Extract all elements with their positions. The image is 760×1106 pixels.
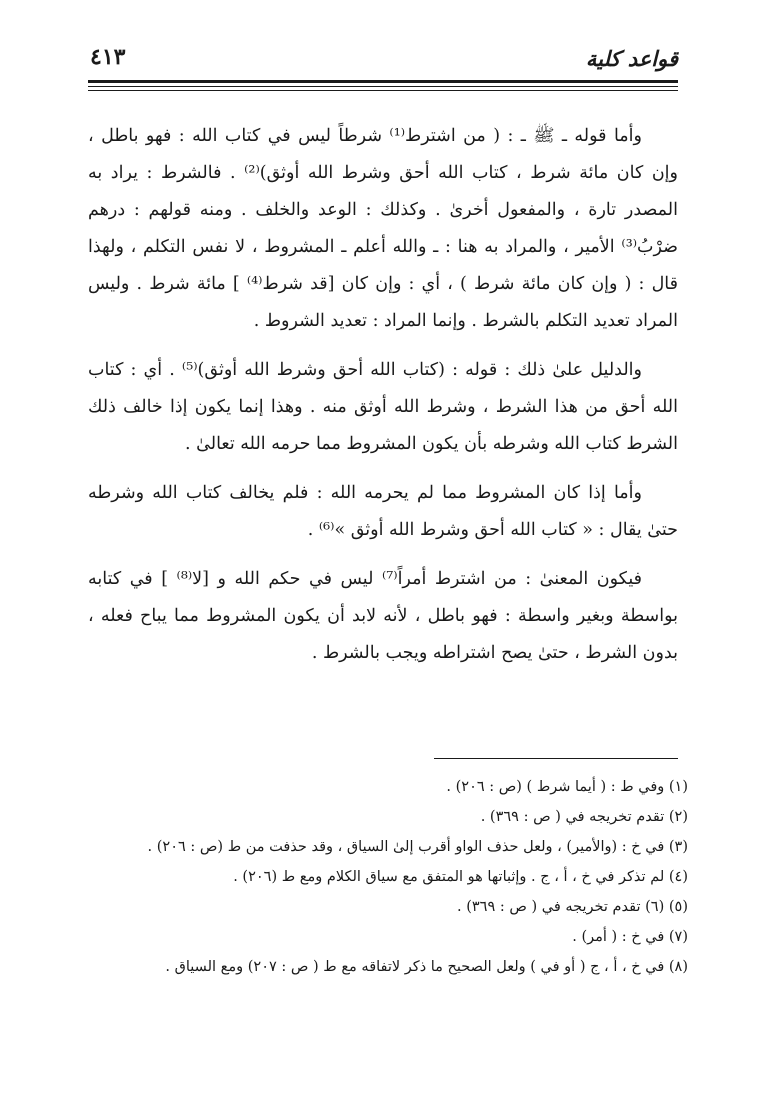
header-rule-thin (88, 86, 678, 87)
header-rule-thick (88, 80, 678, 83)
main-text (88, 118, 678, 684)
paragraph: والدليل علىٰ ذلك : قوله : (كتاب الله أحق وشرط الله أوثق)⁽⁵⁾ . أي : كتاب الله أحق من هذا الشرط ، وشرط الله أوثق منه . وهذا إنما يكون إذا خالف ذلك الشرط كتاب الله وشرطه بأن يكون المشروط مما حرمه الله تعالىٰ . (88, 360, 678, 454)
footnote-separator (434, 758, 678, 759)
footnote: (٤) لم تذكر في خ ، أ ، ج . وإثباتها هو المتفق مع سياق الكلام ومع ط (٢٠٦) . (233, 869, 688, 885)
header-rule-thin-2 (88, 90, 678, 91)
footnotes (88, 772, 688, 982)
chapter-title: قواعد كلية (585, 46, 678, 71)
paragraph: وأما قوله ـ ﷺ ـ : ( من اشترط⁽¹⁾ شرطاً ليس في كتاب الله : فهو باطل ، وإن كان مائة شرط ، كتاب الله أحق وشرط الله أوثق)⁽²⁾ . فالشرط : يراد به المصدر تارة ، والمفعول أخرىٰ . وكذلك : الوعد والخلف . ومنه قولهم : درهم ضرْبُ⁽³⁾ الأمير ، والمراد به هنا : ـ والله أعلم ـ المشروط ، لا نفس التكلم ، ولهذا قال : ( وإن كان مائة شرط ) ، أي : وإن كان [قد شرط⁽⁴⁾ ] مائة شرط . وليس المراد تعديد التكلم بالشرط . وإنما المراد : تعديد الشروط . (88, 126, 678, 331)
paragraph: فيكون المعنىٰ : من اشترط أمراً⁽⁷⁾ ليس في حكم الله و [لا⁽⁸⁾ ] في كتابه بواسطة وبغير واسطة : فهو باطل ، لأنه لابد أن يكون المشروط مما يباح فعله ، بدون الشرط ، حتىٰ يصح اشتراطه ويجب بالشرط . (88, 569, 678, 663)
footnote: (٥) (٦) تقدم تخريجه في ( ص : ٣٦٩) . (456, 899, 688, 915)
footnote: (٧) في خ : ( أمر) . (572, 929, 688, 945)
paragraph: وأما إذا كان المشروط مما لم يحرمه الله : فلم يخالف كتاب الله وشرطه حتىٰ يقال : « كتاب الله أحق وشرط الله أوثق »⁽⁶⁾ . (88, 483, 678, 540)
footnote: (٣) في خ : (والأمير) ، ولعل حذف الواو أقرب إلىٰ السياق ، وقد حذفت من ط (ص : ٢٠٦) . (147, 839, 688, 855)
page-number: ٤١٣ (90, 44, 126, 70)
footnote: (٨) في خ ، أ ، ج ( أو في ) ولعل الصحيح ما ذكر لاتفاقه مع ط ( ص : ٢٠٧) ومع السياق . (165, 959, 688, 975)
footnote: (١) وفي ط : ( أيما شرط ) (ص : ٢٠٦) . (446, 779, 688, 795)
footnote: (٢) تقدم تخريجه في ( ص : ٣٦٩) . (480, 809, 688, 825)
